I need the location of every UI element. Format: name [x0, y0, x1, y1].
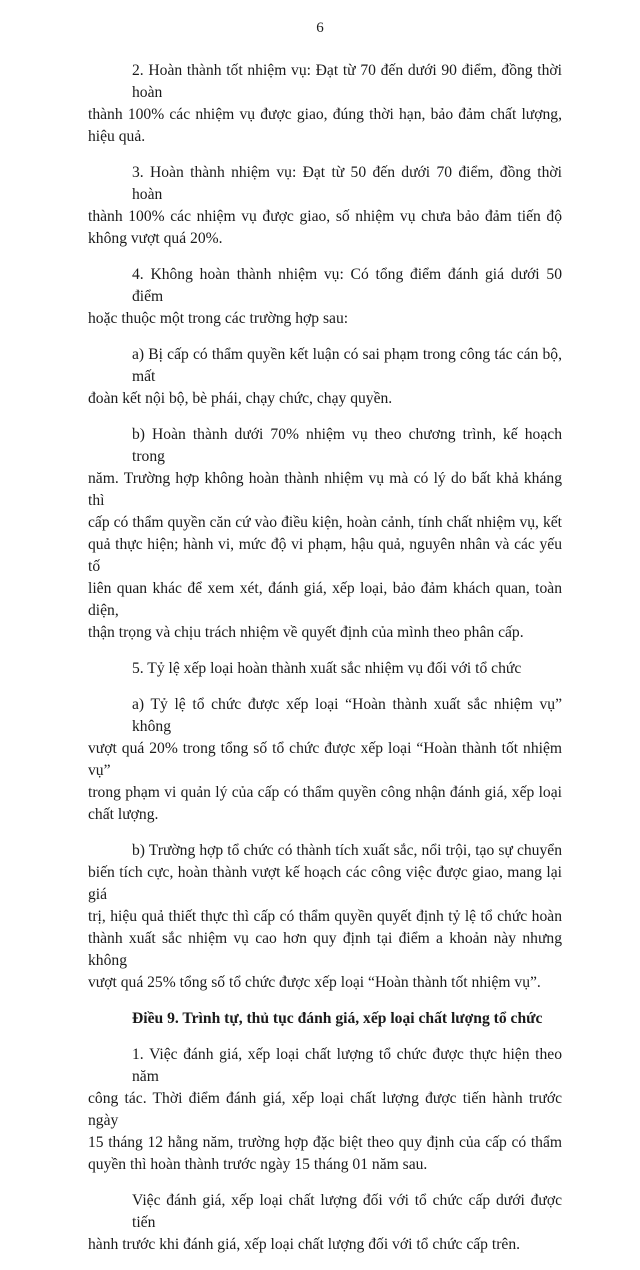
paragraph-completed	[88, 162, 562, 250]
text-line: thành 100% các nhiệm vụ được giao, số nhiệm vụ chưa bảo đảm tiến độ	[88, 208, 562, 225]
paragraph-item-b-under-70	[88, 424, 562, 644]
paragraph-procedure-1	[88, 1044, 562, 1176]
paragraph-not-completed	[88, 264, 562, 330]
text-line: chất lượng.	[88, 806, 159, 823]
text-line: liên quan khác để xem xét, đánh giá, xếp loại, bảo đảm khách quan, toàn diện,	[88, 580, 562, 619]
text-line: hành trước khi đánh giá, xếp loại chất lượng đối với tổ chức cấp trên.	[88, 1236, 521, 1253]
text-line: 4. Không hoàn thành nhiệm vụ: Có tổng điểm đánh giá dưới 50 điểm	[132, 266, 562, 305]
paragraph-item-a-violation	[88, 344, 562, 410]
text-line: thành xuất sắc nhiệm vụ cao hơn quy định tại điểm a khoản này nhưng không	[88, 930, 562, 969]
text-line: b) Trường hợp tổ chức có thành tích xuất sắc, nổi trội, tạo sự chuyển	[132, 842, 562, 859]
paragraph-ratio-item-a	[88, 694, 562, 826]
text-line: hoặc thuộc một trong các trường hợp sau:	[88, 310, 349, 327]
text-line: 3. Hoàn thành nhiệm vụ: Đạt từ 50 đến dưới 70 điểm, đồng thời hoàn	[132, 164, 562, 203]
text-line: năm. Trường hợp không hoàn thành nhiệm vụ mà có lý do bất khả kháng thì	[88, 470, 562, 509]
text-line: đoàn kết nội bộ, bè phái, chạy chức, chạy quyền.	[88, 390, 393, 407]
text-line: trị, hiệu quả thiết thực thì cấp có thẩm quyền quyết định tỷ lệ tổ chức hoàn	[88, 908, 562, 925]
text-line: quả thực hiện; hành vi, mức độ vi phạm, hậu quả, nguyên nhân và các yếu tố	[88, 536, 562, 575]
text-line: không vượt quá 20%.	[88, 230, 223, 247]
paragraph-procedure-order	[88, 1190, 562, 1256]
page-number: 6	[316, 20, 324, 36]
text-line: quyền thì hoàn thành trước ngày 15 tháng 01 năm sau.	[88, 1156, 428, 1173]
text-line: a) Bị cấp có thẩm quyền kết luận có sai phạm trong công tác cán bộ, mất	[132, 346, 562, 385]
paragraph-completed-well	[88, 60, 562, 148]
paragraph-excellence-ratio	[88, 658, 562, 680]
text-line: vượt quá 25% tổng số tổ chức được xếp loại “Hoàn thành tốt nhiệm vụ”.	[88, 974, 541, 991]
text-line: vượt quá 20% trong tổng số tổ chức được xếp loại “Hoàn thành tốt nhiệm vụ”	[88, 740, 562, 779]
text-line: 1. Việc đánh giá, xếp loại chất lượng tổ chức được thực hiện theo năm	[132, 1046, 562, 1085]
document-body	[88, 60, 562, 1270]
paragraph-ratio-item-b	[88, 840, 562, 994]
text-line: a) Tỷ lệ tổ chức được xếp loại “Hoàn thành xuất sắc nhiệm vụ” không	[132, 696, 562, 735]
text-line: thành 100% các nhiệm vụ được giao, đúng thời hạn, bảo đảm chất lượng, hiệu quả.	[88, 106, 562, 145]
text-line: công tác. Thời điểm đánh giá, xếp loại chất lượng được tiến hành trước ngày	[88, 1090, 562, 1129]
article-9-heading: Điều 9. Trình tự, thủ tục đánh giá, xếp loại chất lượng tổ chức	[132, 1010, 543, 1027]
text-line: biến tích cực, hoàn thành vượt kế hoạch các công việc được giao, mang lại giá	[88, 864, 562, 903]
text-line: cấp có thẩm quyền căn cứ vào điều kiện, hoàn cảnh, tính chất nhiệm vụ, kết	[88, 514, 562, 531]
text-line: 5. Tỷ lệ xếp loại hoàn thành xuất sắc nhiệm vụ đối với tổ chức	[132, 660, 522, 677]
text-line: Việc đánh giá, xếp loại chất lượng đối với tổ chức cấp dưới được tiến	[132, 1192, 562, 1231]
text-line: 15 tháng 12 hằng năm, trường hợp đặc biệt theo quy định của cấp có thẩm	[88, 1134, 562, 1151]
text-line: 2. Hoàn thành tốt nhiệm vụ: Đạt từ 70 đến dưới 90 điểm, đồng thời hoàn	[132, 62, 562, 101]
text-line: trong phạm vi quản lý của cấp có thẩm quyền công nhận đánh giá, xếp loại	[88, 784, 562, 801]
text-line: b) Hoàn thành dưới 70% nhiệm vụ theo chương trình, kế hoạch trong	[132, 426, 562, 465]
text-line: thận trọng và chịu trách nhiệm về quyết định của mình theo phân cấp.	[88, 624, 524, 641]
